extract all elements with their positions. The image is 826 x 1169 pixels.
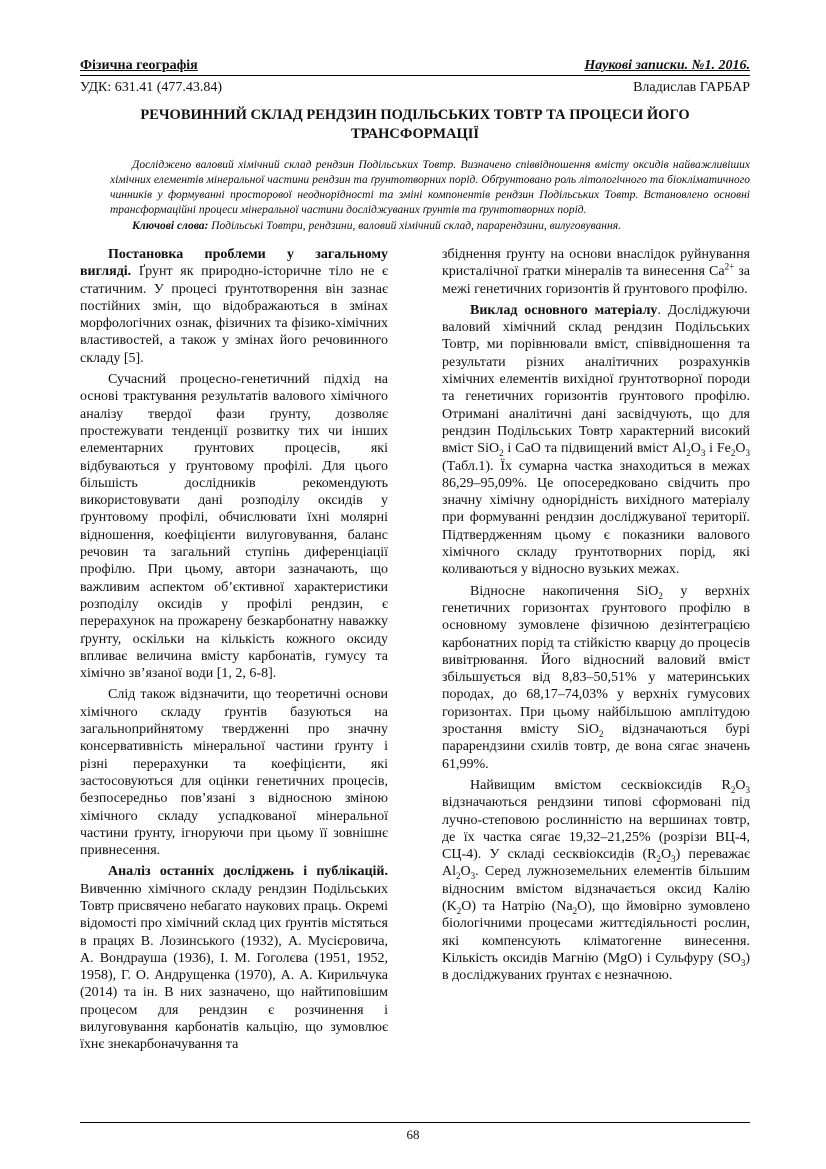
text: відзначаються бурі парарендзини схилів товтр, де вона сягає значень 61,99%. [442, 722, 750, 772]
text: O), що ймовірно зумовлено біологічними процесами життєдіяльності рослин, які компенсують кліматогенне винесення. Кількість оксидів Магнію (MgO) і Сульфуру (SO [442, 898, 750, 966]
page-number: 68 [406, 1127, 420, 1142]
left-column [80, 246, 388, 1054]
right-column [442, 246, 750, 1054]
text: збіднення ґрунту на основи внаслідок руйнування кристалічної ґратки мінералів та винесення Ca [442, 247, 750, 280]
udk-code: УДК: 631.41 (477.43.84) [80, 80, 223, 95]
subscript: 3 [740, 957, 746, 968]
paragraph [442, 246, 750, 298]
text: ) в досліджуваних ґрунтах є незначною. [442, 950, 750, 984]
text: Найвищим вмістом сесквіоксидів R [470, 777, 731, 793]
subscript: 2 [730, 448, 736, 459]
paragraph [442, 302, 750, 579]
text: ) переважає Al [442, 847, 750, 880]
text: O [661, 847, 672, 863]
paragraph [80, 246, 388, 367]
running-header [80, 58, 750, 76]
text: Відносне накопичення SiO [470, 583, 659, 599]
subscript: 3 [671, 853, 676, 864]
keywords-label: Ключові слова: [132, 220, 209, 232]
keywords [110, 219, 750, 234]
subscript: 3 [745, 784, 750, 795]
subscript: 3 [470, 871, 476, 882]
subscript: 2 [658, 590, 663, 601]
section-heading: Виклад основного матеріалу [470, 302, 658, 318]
journal-name: Наукові записки. №1. 2016. [584, 58, 750, 73]
paragraph [442, 583, 750, 773]
paragraph-text: Вивченню хімічного складу рендзин Подільських Товтр присвячено небагато наукових праць. Окремі відомості про хімічний склад цих ґрунтів містяться в працях В. Лозинського (1932), А. Мусієровича, А. Вондрауша (1936), І. М. Гоголєва (1951, 1952, 1958), Г. О. Андрущенка (1970), А. А. Кирильчука (2014) та ін. В них зазначено, що найтиповішим процесом для рендзин є розчинення і вилуговування карбонатів кальцію, що зумовлює їхнє знекарбоначування та [80, 881, 388, 1053]
text: і CaO та підвищений вміст Al [503, 441, 687, 457]
text: відзначаються рендзини типові сформовані під лучно-степовою рослинністю на вершинах товтр, де їх частка сягає 19,32–21,25% (розрізи ВЦ-4, СЦ-4). У складі сесквіоксидів (R [442, 795, 750, 863]
subscript: 2 [572, 905, 578, 916]
keywords-text: Подільські Товтри, рендзини, валовий хімічний склад, парарендзини, вилуговування. [211, 220, 621, 232]
text: O [735, 777, 746, 793]
text: O [460, 864, 471, 880]
paragraph: Сучасний процесно-генетичний підхід на основі трактування результатів валового хімічного аналізу твердої фази ґрунту, дозволяє простежувати тенденції розвитку тих чи інших елементарних ґрунтових процесів, які відбуваються у ґрунтовому профілі. Для цього більшість дослідників рекомендують використовувати дані розподілу оксидів у ґрунтовому профілі, обчислювати їхні молярні відношення, коефіцієнти вилуговування, баланс речовин та загальний ступінь диференціації профілю. При цьому, автори зазначають, що важливим аспектом об’єктивної характеристики розподілу оксидів у профілі рендзин, є перерахунок на прожарену безкарбонатну наважку ґрунту, оскільки на кількість кожного оксиду впливає величина вмісту карбонатів, гумусу та хімічно зв’язаної води [1, 2, 6-8]. [80, 372, 388, 682]
author-name: Владислав ГАРБАР [633, 80, 750, 95]
text: за межі генетичних горизонтів й ґрунтового профілю. [442, 264, 751, 297]
subscript: 2 [456, 905, 462, 916]
paper-title: РЕЧОВИННИЙ СКЛАД РЕНДЗИН ПОДІЛЬСЬКИХ ТОВТР ТА ПРОЦЕСИ ЙОГО ТРАНСФОРМАЦІЇ [140, 107, 690, 142]
text: і Fe [705, 441, 731, 457]
text: . Серед лужноземельних елементів більшим відносним вмістом відзначається оксид Калію (K [442, 864, 750, 914]
subscript: 2 [499, 448, 504, 459]
paragraph [442, 777, 750, 985]
subscript: 2 [656, 853, 662, 864]
subscript: 2 [730, 784, 736, 795]
paragraph-text: Ґрунт як природно-історичне тіло не є статичним. У процесі ґрунтотворення він зазнає постійних змін, що відображаються в змінах морфологічних ознак, фізичних та фізико-хімічних властивостей, а також у змінах його речовинного складу [5]. [80, 264, 388, 366]
section-heading: Аналіз останніх досліджень і публікацій. [108, 864, 388, 880]
paragraph [80, 863, 388, 1053]
text: O) та Натрію (Na [461, 898, 573, 914]
subscript: 2 [456, 871, 461, 882]
subscript: 2 [598, 728, 604, 739]
text: O [735, 441, 746, 457]
section-heading: Постановка проблеми у загальному вигляді. [80, 247, 388, 280]
text: O [690, 441, 701, 457]
superscript: 2+ [724, 261, 735, 272]
paragraph: Слід також відзначити, що теоретичні основи хімічного складу ґрунтів базуються на загальноприйнятому твердженні про значну консервативність мінеральної частини ґрунту і різні перерахунки та коефіцієнти, які застосовуються для оцінки генетичних процесів, безпосередньо пов’язані з відносною зміною хімічного складу успадкованої мінеральної частини ґрунту, ігноруючи при цьому її зовнішнє привнесення. [80, 687, 388, 859]
subscript: 3 [745, 448, 750, 459]
section-name: Фізична географія [80, 58, 198, 73]
footer-rule [80, 1122, 750, 1123]
subscript: 2 [686, 448, 691, 459]
udk-author-line [80, 79, 750, 97]
abstract: Досліджено валовий хімічний склад рендзин Подільських Товтр. Визначено співвідношення вмісту оксидів найважливіших хімічних елементів мінеральної частини рендзин та ґрунтотворних порід. Обґрунтовано роль літологічного та біокліматичного чинників у формуванні просторової неоднорідності та зміні компонентів рендзин Подільських Товтр. Встановлено основні трансформаційні процеси мінеральної частини досліджуваних ґрунтів та ґрунтотворних порід. [110, 159, 750, 216]
text: . Досліджуючи валовий хімічний склад рендзин Подільських Товтр, ми порівнювали вміст, співвідношення та результати різних аналітичних розрахунків хімічних елементів вихідної ґрунтотворної породи та генетичних горизонтів ґрунтового профілю. Отримані аналітичні дані засвідчують, що для рендзин Подільських Товтр характерний високий вміст SiO [442, 302, 750, 457]
paper-page [80, 58, 750, 1054]
text: (Табл.1). Їх сумарна частка знаходиться в межах 86,29–95,09%. Це опосередковано свідчить про значну хімічну однорідність вихідного матеріалу при формуванні рендзин досліджуваної території. Підтвердженням цьому є показники валового хімічного складу ґрунтотворних порід, які коливаються у відносно вузьких межах. [442, 458, 750, 578]
body-columns [80, 246, 750, 1054]
subscript: 3 [700, 448, 706, 459]
text: у верхніх генетичних горизонтах ґрунтового профілю в основному зумовлене фізичною дезінтеграцією карбонатних порід та стійкістю кварцу до процесів вивітрювання. Його відносний валовий вміст збільшується від 8,83–50,51% у материнських породах, до 68,17–74,03% у верхніх гумусових горизонтах. При цьому найбільшою амплітудою зростання вмісту SiO [442, 583, 751, 738]
